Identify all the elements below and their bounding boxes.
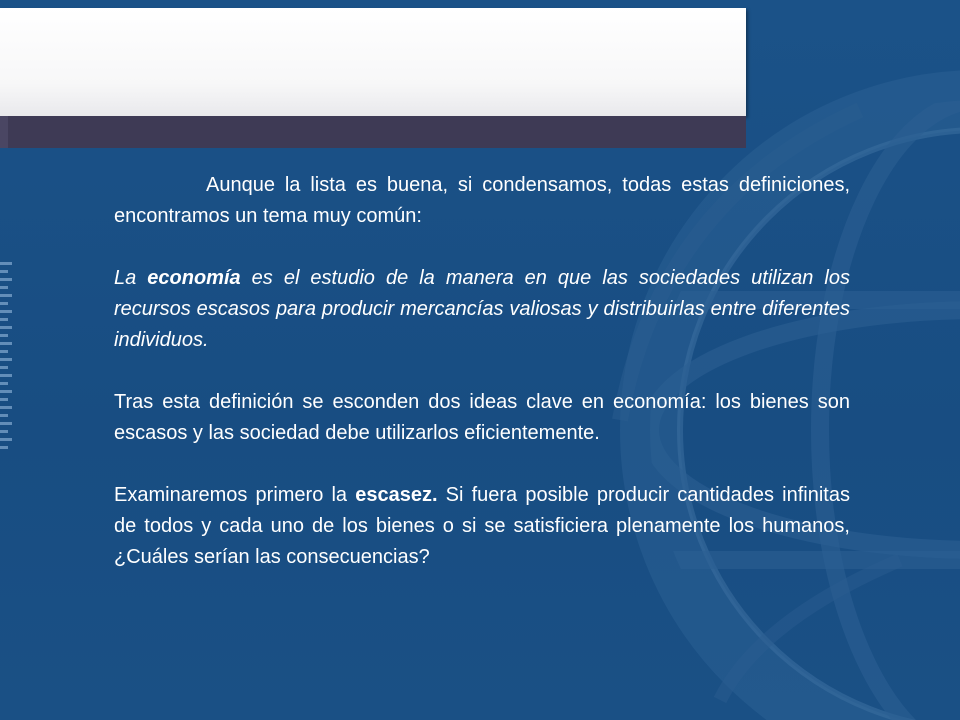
term-economia: economía	[147, 267, 241, 289]
title-box	[0, 8, 746, 116]
term-escasez: escasez.	[355, 484, 438, 506]
paragraph-intro: Aunque la lista es buena, si condensamos, todas estas definiciones, encontramos un tema muy común:	[114, 174, 850, 227]
paragraph-escasez: Examinaremos primero la escasez. Si fuera posible producir cantidades infinitas de todos y cada uno de los bienes o si se satisficiera plenamente los humanos, ¿Cuáles serían las consecuencias?	[114, 484, 850, 568]
title-band	[0, 116, 746, 148]
left-edge-ticks	[0, 262, 14, 462]
paragraph-ideas: Tras esta definición se esconden dos ideas clave en economía: los bienes son escasos y las sociedad debe utilizarlos eficientemente.	[114, 391, 850, 444]
slide-body	[114, 170, 850, 604]
paragraph-definition: La economía es el estudio de la manera en que las sociedades utilizan los recursos escasos para producir mercancías valiosas y distribuirlas entre diferentes individuos.	[114, 267, 850, 351]
